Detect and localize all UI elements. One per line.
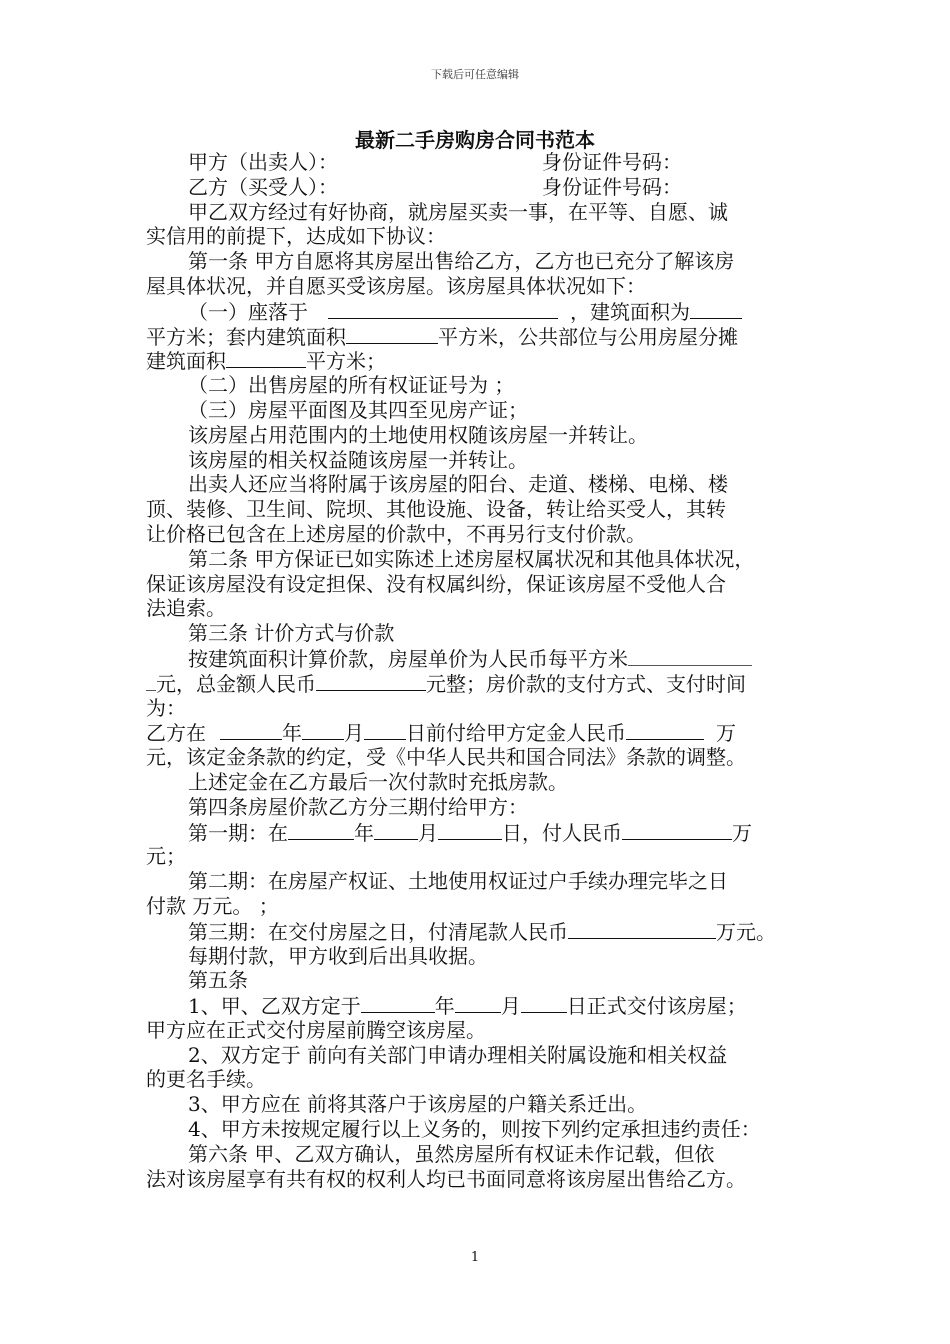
final-amount-blank[interactable] bbox=[568, 919, 716, 939]
second-installment-line: 第二期：在房屋产权证、土地使用权证过户手续办理完毕之日 bbox=[188, 869, 728, 894]
text-line: 让价格已包含在上述房屋的价款中，不再另行支付价款。 bbox=[146, 521, 646, 546]
text-line: 4、甲方未按规定履行以上义务的，则按下列约定承担违约责任： bbox=[188, 1117, 761, 1142]
payment-method-label: 元整；房价款的支付方式、支付时间 bbox=[426, 671, 746, 696]
wan-label: 万 bbox=[716, 721, 736, 746]
deposit-year-blank[interactable] bbox=[220, 720, 282, 740]
deposit-label: 乙方在 bbox=[146, 721, 206, 746]
text-line: 出卖人还应当将附属于该房屋的阳台、走道、楼梯、电梯、楼 bbox=[188, 472, 728, 497]
first-day-blank[interactable] bbox=[438, 820, 502, 840]
text-line: 付款 万元。 ； bbox=[146, 893, 279, 918]
unit-price-label: 按建筑面积计算价款，房屋单价为人民币每平方米 bbox=[188, 646, 628, 671]
unit-price-blank[interactable] bbox=[628, 646, 752, 666]
shared-area-line bbox=[146, 348, 811, 373]
contract-body bbox=[146, 150, 811, 1191]
location-label: （一）座落于 bbox=[188, 299, 308, 324]
first-amount-blank[interactable] bbox=[622, 820, 732, 840]
text-line: 元； bbox=[146, 844, 186, 869]
total-label: 元，总金额人民币 bbox=[156, 671, 316, 696]
first-month-blank[interactable] bbox=[374, 820, 418, 840]
first-year-blank[interactable] bbox=[288, 820, 354, 840]
text-line: 保证该房屋没有设定担保、没有权属纠纷，保证该房屋不受他人合 bbox=[146, 571, 726, 596]
handover-year-blank[interactable] bbox=[361, 993, 435, 1013]
month-label: 月 bbox=[418, 820, 438, 845]
unit-price-line bbox=[146, 646, 811, 671]
handover-line bbox=[146, 993, 811, 1018]
text-line: 法追索。 bbox=[146, 596, 226, 621]
area-label: ，建筑面积为 bbox=[570, 299, 690, 324]
location-line bbox=[146, 299, 811, 324]
text-line: （二）出售房屋的所有权证证号为 ； bbox=[188, 373, 515, 398]
first-installment-label: 第一期：在 bbox=[188, 820, 288, 845]
article-5-heading: 第五条 bbox=[188, 968, 248, 993]
article-2-line: 第二条 甲方保证已如实陈述上述房屋权属状况和其他具体状况， bbox=[188, 546, 755, 571]
text-line: 上述定金在乙方最后一次付款时充抵房款。 bbox=[188, 769, 568, 794]
text-line: 屋具体状况，并自愿买受该房屋。该房屋具体状况如下： bbox=[146, 273, 646, 298]
total-price-line bbox=[146, 671, 811, 696]
text-line: 顶、装修、卫生间、院坝、其他设施、设备，转让给买受人，其转 bbox=[146, 497, 726, 522]
inner-area-blank[interactable] bbox=[346, 324, 438, 344]
party-a-label: 甲方（出卖人）： bbox=[188, 150, 338, 174]
text-line: 元，该定金条款的约定，受《中华人民共和国合同法》条款的调整。 bbox=[146, 745, 746, 770]
first-installment-line bbox=[146, 820, 811, 845]
text-line: 法对该房屋享有共有权的权利人均已书面同意将该房屋出售给乙方。 bbox=[146, 1166, 746, 1191]
page-header-note: 下载后可任意编辑 bbox=[431, 68, 519, 81]
text-line: 为： bbox=[146, 695, 186, 720]
handover-suffix: 日正式交付该房屋； bbox=[566, 994, 747, 1019]
party-a-line bbox=[146, 150, 811, 175]
article-1-line: 第一条 甲方自愿将其房屋出售给乙方，乙方也已充分了解该房 bbox=[188, 249, 735, 274]
wan-yuan-label: 万元。 bbox=[716, 919, 776, 944]
inner-area-line bbox=[146, 324, 811, 349]
text-line: 甲方应在正式交付房屋前腾空该房屋。 bbox=[146, 1017, 486, 1042]
deposit-amount-blank[interactable] bbox=[626, 720, 704, 740]
wan-label: 万 bbox=[732, 820, 752, 845]
location-blank[interactable] bbox=[328, 299, 558, 319]
document-title: 最新二手房购房合同书范本 bbox=[355, 128, 595, 152]
text-line: 每期付款，甲方收到后出具收据。 bbox=[188, 943, 488, 968]
article-3-heading: 第三条 计价方式与价款 bbox=[188, 621, 395, 646]
shared-area-prefix: 建筑面积 bbox=[146, 349, 226, 374]
deposit-amount-label: 日前付给甲方定金人民币 bbox=[406, 721, 626, 746]
deposit-line bbox=[146, 720, 811, 745]
shared-area-blank[interactable] bbox=[226, 348, 306, 368]
year-label: 年 bbox=[434, 994, 455, 1019]
month-label: 月 bbox=[500, 994, 521, 1019]
text-line: 3、甲方应在 前将其落户于该房屋的户籍关系迁出。 bbox=[188, 1092, 648, 1117]
first-amount-label: 日，付人民币 bbox=[502, 820, 622, 845]
shared-area-suffix: 平方米； bbox=[306, 349, 386, 374]
handover-day-blank[interactable] bbox=[521, 993, 567, 1013]
month-label: 月 bbox=[344, 721, 364, 746]
deposit-day-blank[interactable] bbox=[364, 720, 406, 740]
year-label: 年 bbox=[282, 721, 302, 746]
deposit-month-blank[interactable] bbox=[302, 720, 344, 740]
year-label: 年 bbox=[354, 820, 374, 845]
party-b-line bbox=[146, 175, 811, 200]
third-installment-line bbox=[146, 919, 811, 944]
article-6-line: 第六条 甲、乙双方确认，虽然房屋所有权证未作记载，但依 bbox=[188, 1141, 715, 1166]
handover-month-blank[interactable] bbox=[455, 993, 501, 1013]
party-a-id-label: 身份证件号码： bbox=[542, 150, 682, 174]
total-blank[interactable] bbox=[316, 671, 426, 691]
text-line: 该房屋的相关权益随该房屋一并转让。 bbox=[188, 447, 528, 472]
text-line: （三）房屋平面图及其四至见房产证； bbox=[188, 397, 528, 422]
shared-area-label: 平方米，公共部位与公用房屋分摊 bbox=[438, 324, 738, 349]
text-line: 2、双方定于 前向有关部门申请办理相关附属设施和相关权益 bbox=[188, 1042, 728, 1067]
text-line: 甲乙双方经过有好协商，就房屋买卖一事，在平等、自愿、诚 bbox=[188, 199, 728, 224]
area-blank[interactable] bbox=[690, 299, 742, 319]
text-line: 实信用的前提下，达成如下协议： bbox=[146, 224, 446, 249]
text-line: 该房屋占用范围内的土地使用权随该房屋一并转让。 bbox=[188, 422, 648, 447]
inner-area-label: 平方米；套内建筑面积 bbox=[146, 324, 346, 349]
article-4-heading: 第四条房屋价款乙方分三期付给甲方： bbox=[188, 794, 528, 819]
unit-price-blank-cont[interactable] bbox=[146, 671, 156, 691]
page-number: 1 bbox=[470, 1250, 480, 1265]
party-b-label: 乙方（买受人）： bbox=[188, 174, 338, 199]
party-b-id-label: 身份证件号码： bbox=[542, 174, 682, 199]
third-installment-label: 第三期：在交付房屋之日，付清尾款人民币 bbox=[188, 919, 568, 944]
handover-label: 1、甲、乙双方定于 bbox=[188, 994, 361, 1019]
text-line: 的更名手续。 bbox=[146, 1067, 266, 1092]
